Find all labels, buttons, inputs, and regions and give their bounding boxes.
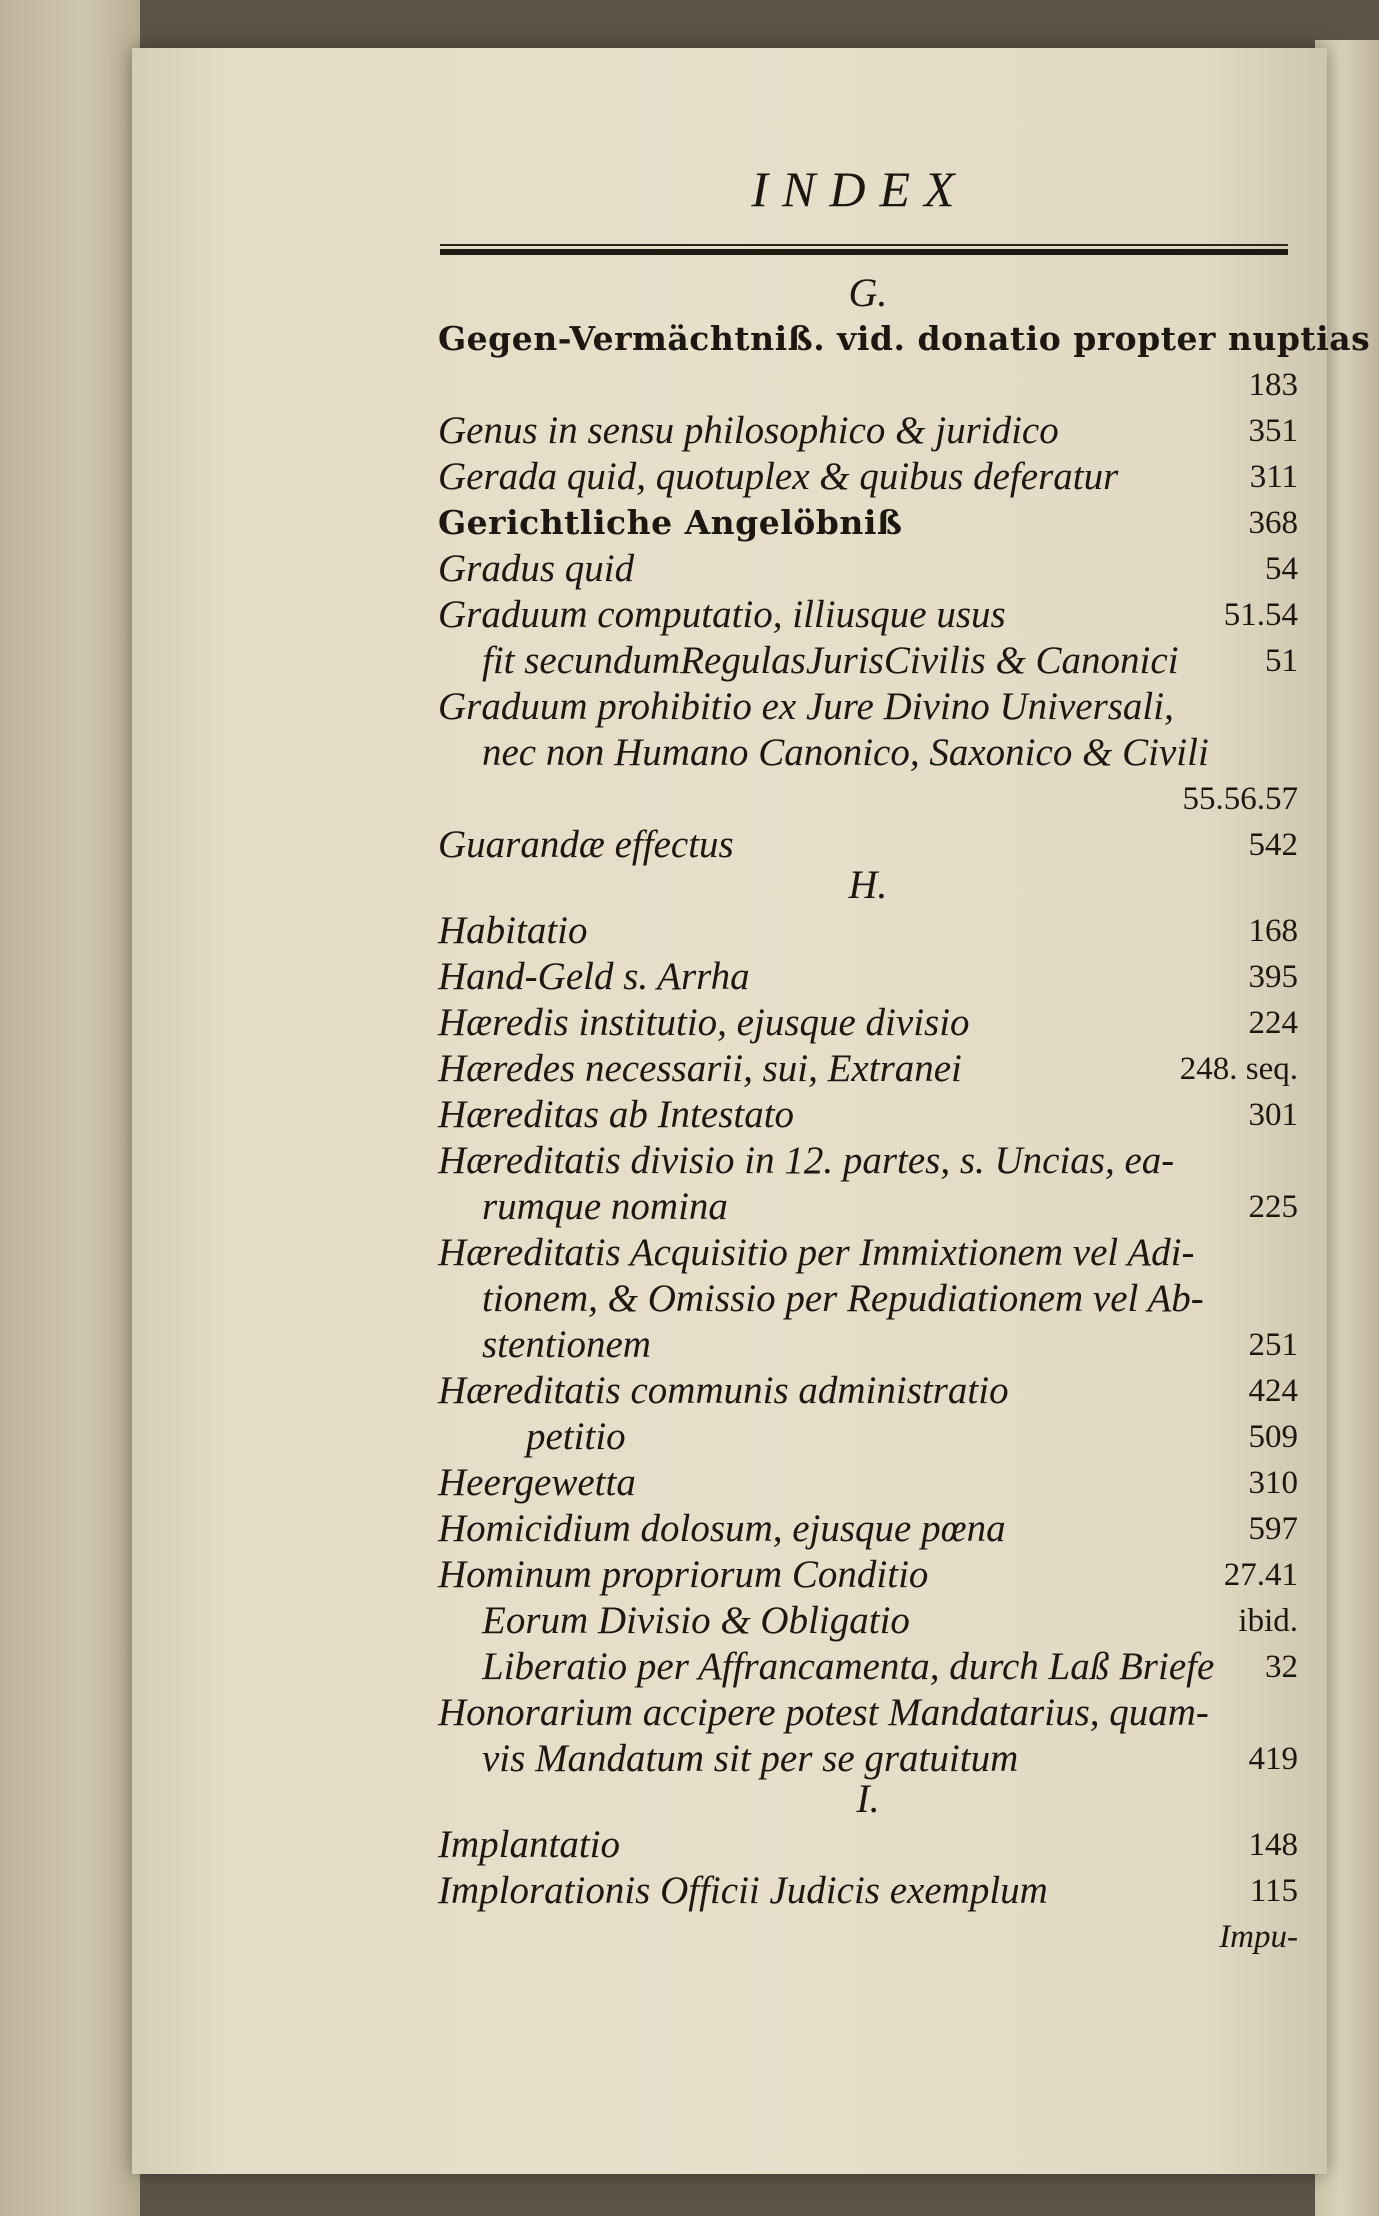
entry-text: stentionem	[482, 1323, 651, 1366]
entry-text: Gerada quid, quotuplex & quibus deferatur	[438, 455, 1119, 498]
facing-page-edge	[0, 0, 140, 2216]
entry-page: 55.56.57	[1182, 781, 1298, 817]
entry-page: 311	[1249, 459, 1298, 495]
entry-text: fit secundumRegulasJurisCivilis & Canonici	[482, 639, 1179, 682]
entry-text: Implorationis Officii Judicis exemplum	[438, 1869, 1048, 1912]
entry-page: 183	[1248, 367, 1298, 403]
index-entry	[438, 684, 1298, 730]
page-title: INDEX	[751, 161, 969, 217]
index-entry	[438, 1690, 1298, 1736]
entry-page: 310	[1248, 1465, 1298, 1501]
index-entry-continued	[438, 1322, 1298, 1368]
index-entry	[438, 592, 1298, 638]
entry-text: Graduum prohibitio ex Jure Divino Universali,	[438, 685, 1174, 728]
entry-page: ibid.	[1238, 1603, 1298, 1639]
entry-text: vis Mandatum sit per se gratuitum	[482, 1737, 1019, 1780]
section-letter-h: H.	[848, 862, 888, 907]
entry-page: 395	[1248, 959, 1298, 995]
entry-text: Graduum computatio, illiusque usus	[438, 593, 1006, 636]
entry-page: 301	[1248, 1097, 1298, 1133]
entry-text: Honorarium accipere potest Mandatarius, quam-	[438, 1691, 1209, 1734]
entry-page: 224	[1248, 1005, 1298, 1041]
entry-text: nec non Humano Canonico, Saxonico & Civili	[482, 731, 1209, 774]
entry-page: 51	[1265, 643, 1298, 679]
entry-page: 168	[1248, 913, 1298, 949]
header-rule	[440, 244, 1288, 258]
entry-page: 251	[1248, 1327, 1298, 1363]
index-entry	[438, 1460, 1298, 1506]
entry-text: Liberatio per Affrancamenta, durch Laß Briefe	[482, 1645, 1215, 1688]
index-entry	[438, 500, 1298, 546]
section-letter-i: I.	[856, 1776, 880, 1821]
index-entry	[438, 546, 1298, 592]
entry-page: 115	[1249, 1873, 1298, 1909]
index-entry	[438, 1368, 1298, 1414]
index-entry	[438, 1506, 1298, 1552]
index-entry	[438, 1230, 1298, 1276]
index-entry-continued	[438, 1276, 1298, 1322]
entry-page: 248. seq.	[1179, 1051, 1298, 1087]
entry-text: Hæredes necessarii, sui, Extranei	[438, 1047, 962, 1090]
index-entry	[438, 1868, 1298, 1914]
entry-page: 148	[1248, 1827, 1298, 1863]
index-subentry	[438, 1598, 1298, 1644]
entry-text: Gegen-Vermächtniß. vid. donatio propter nuptias	[438, 319, 1371, 358]
entry-text: Hæreditatis divisio in 12. partes, s. Uncias, ea-	[438, 1139, 1175, 1182]
index-entry	[438, 454, 1298, 500]
entry-page: 51.54	[1223, 597, 1298, 633]
index-entry	[438, 1046, 1298, 1092]
index-entry	[438, 408, 1298, 454]
catchword: Impu-	[1219, 1919, 1298, 1955]
entry-page: 54	[1265, 551, 1298, 587]
index-entry-continued	[438, 730, 1298, 776]
entry-text: Heergewetta	[438, 1461, 636, 1504]
index-subentry	[438, 638, 1298, 684]
index-entry-continued	[438, 1184, 1298, 1230]
entry-text: Hand-Geld s. Arrha	[438, 955, 750, 998]
entry-text: Gerichtliche Angelöbniß	[438, 503, 903, 542]
entry-text: petitio	[526, 1415, 626, 1458]
entry-page: 419	[1248, 1741, 1298, 1777]
entry-text: Hominum propriorum Conditio	[438, 1553, 929, 1596]
entry-text: Genus in sensu philosophico & juridico	[438, 409, 1059, 452]
index-subentry	[438, 1414, 1298, 1460]
index-subentry	[438, 1644, 1298, 1690]
entry-text: Eorum Divisio & Obligatio	[482, 1599, 910, 1642]
entry-text: Homicidium dolosum, ejusque pœna	[438, 1507, 1006, 1550]
catchword-line	[438, 1914, 1298, 1960]
index-entry	[438, 908, 1298, 954]
index-entry	[438, 1552, 1298, 1598]
index-entry	[438, 1822, 1298, 1868]
index-entry	[438, 776, 1298, 822]
entry-text: tionem, & Omissio per Repudiationem vel Ab-	[482, 1277, 1204, 1320]
index-entry	[438, 1000, 1298, 1046]
entry-text: Hæredis institutio, ejusque divisio	[438, 1001, 970, 1044]
entry-text: Hæreditatis Acquisitio per Immixtionem vel Adi-	[438, 1231, 1195, 1274]
entry-page: 351	[1248, 413, 1298, 449]
entry-page: 424	[1248, 1373, 1298, 1409]
header-rule-thin	[440, 244, 1288, 246]
index-entry	[438, 362, 1298, 408]
entry-text: Guarandæ effectus	[438, 823, 734, 866]
entry-page: 597	[1248, 1511, 1298, 1547]
entry-text: Gradus quid	[438, 547, 635, 590]
entry-text: rumque nomina	[482, 1185, 728, 1228]
entry-text: Hæreditatis communis administratio	[438, 1369, 1009, 1412]
entry-page: 27.41	[1223, 1557, 1298, 1593]
entry-text: Habitatio	[438, 909, 588, 952]
header-rule-thick	[440, 249, 1288, 255]
entry-text: Implantatio	[438, 1823, 620, 1866]
index-entry	[438, 1092, 1298, 1138]
entry-page: 542	[1248, 827, 1298, 863]
entry-page: 225	[1248, 1189, 1298, 1225]
entry-text: Hæreditas ab Intestato	[438, 1093, 795, 1136]
index-entry	[438, 316, 1371, 362]
entry-page: 32	[1265, 1649, 1298, 1685]
entry-page: 368	[1248, 505, 1298, 541]
section-letter-g: G.	[848, 270, 888, 315]
index-entry	[438, 1138, 1298, 1184]
index-entry	[438, 954, 1298, 1000]
entry-page: 509	[1248, 1419, 1298, 1455]
